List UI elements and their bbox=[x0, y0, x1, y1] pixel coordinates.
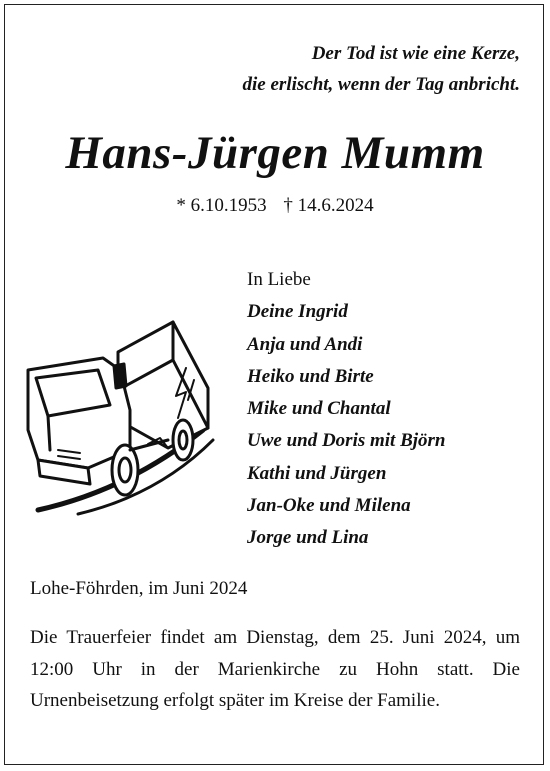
birth-date: * 6.10.1953 bbox=[176, 195, 267, 216]
place-date: Lohe-Föhrden, im Juni 2024 bbox=[30, 578, 248, 599]
truck-icon bbox=[18, 300, 218, 520]
mourner-name: Anja und Andi bbox=[247, 333, 363, 355]
mourner-name: Deine Ingrid bbox=[247, 301, 348, 323]
memorial-quote bbox=[243, 38, 520, 100]
mourners-list bbox=[247, 264, 446, 555]
mourner-name: Kathi und Jürgen bbox=[247, 462, 387, 484]
mourner-name: Uwe und Doris mit Björn bbox=[247, 430, 446, 452]
mourner-name: Jan-Oke und Milena bbox=[247, 495, 411, 517]
deceased-name: Hans-Jürgen Mumm bbox=[65, 127, 485, 179]
quote-line-1: Der Tod ist wie eine Kerze, bbox=[311, 43, 520, 64]
mourner-name: Jorge und Lina bbox=[247, 527, 369, 549]
mourner-name: Heiko und Birte bbox=[247, 365, 374, 387]
death-date: † 14.6.2024 bbox=[283, 195, 374, 216]
quote-line-2: die erlischt, wenn der Tag anbricht. bbox=[242, 74, 520, 95]
funeral-info: Die Trauerfeier findet am Dienstag, dem 25. Juni 2024, um 12:00 Uhr in der Marienkirche zu Hohn statt. Die Urnenbeisetzung erfolgt später im Kreise der Familie. bbox=[30, 627, 520, 711]
mourners-intro: In Liebe bbox=[247, 269, 311, 290]
life-dates bbox=[0, 195, 550, 217]
mourner-name: Mike und Chantal bbox=[247, 398, 391, 420]
